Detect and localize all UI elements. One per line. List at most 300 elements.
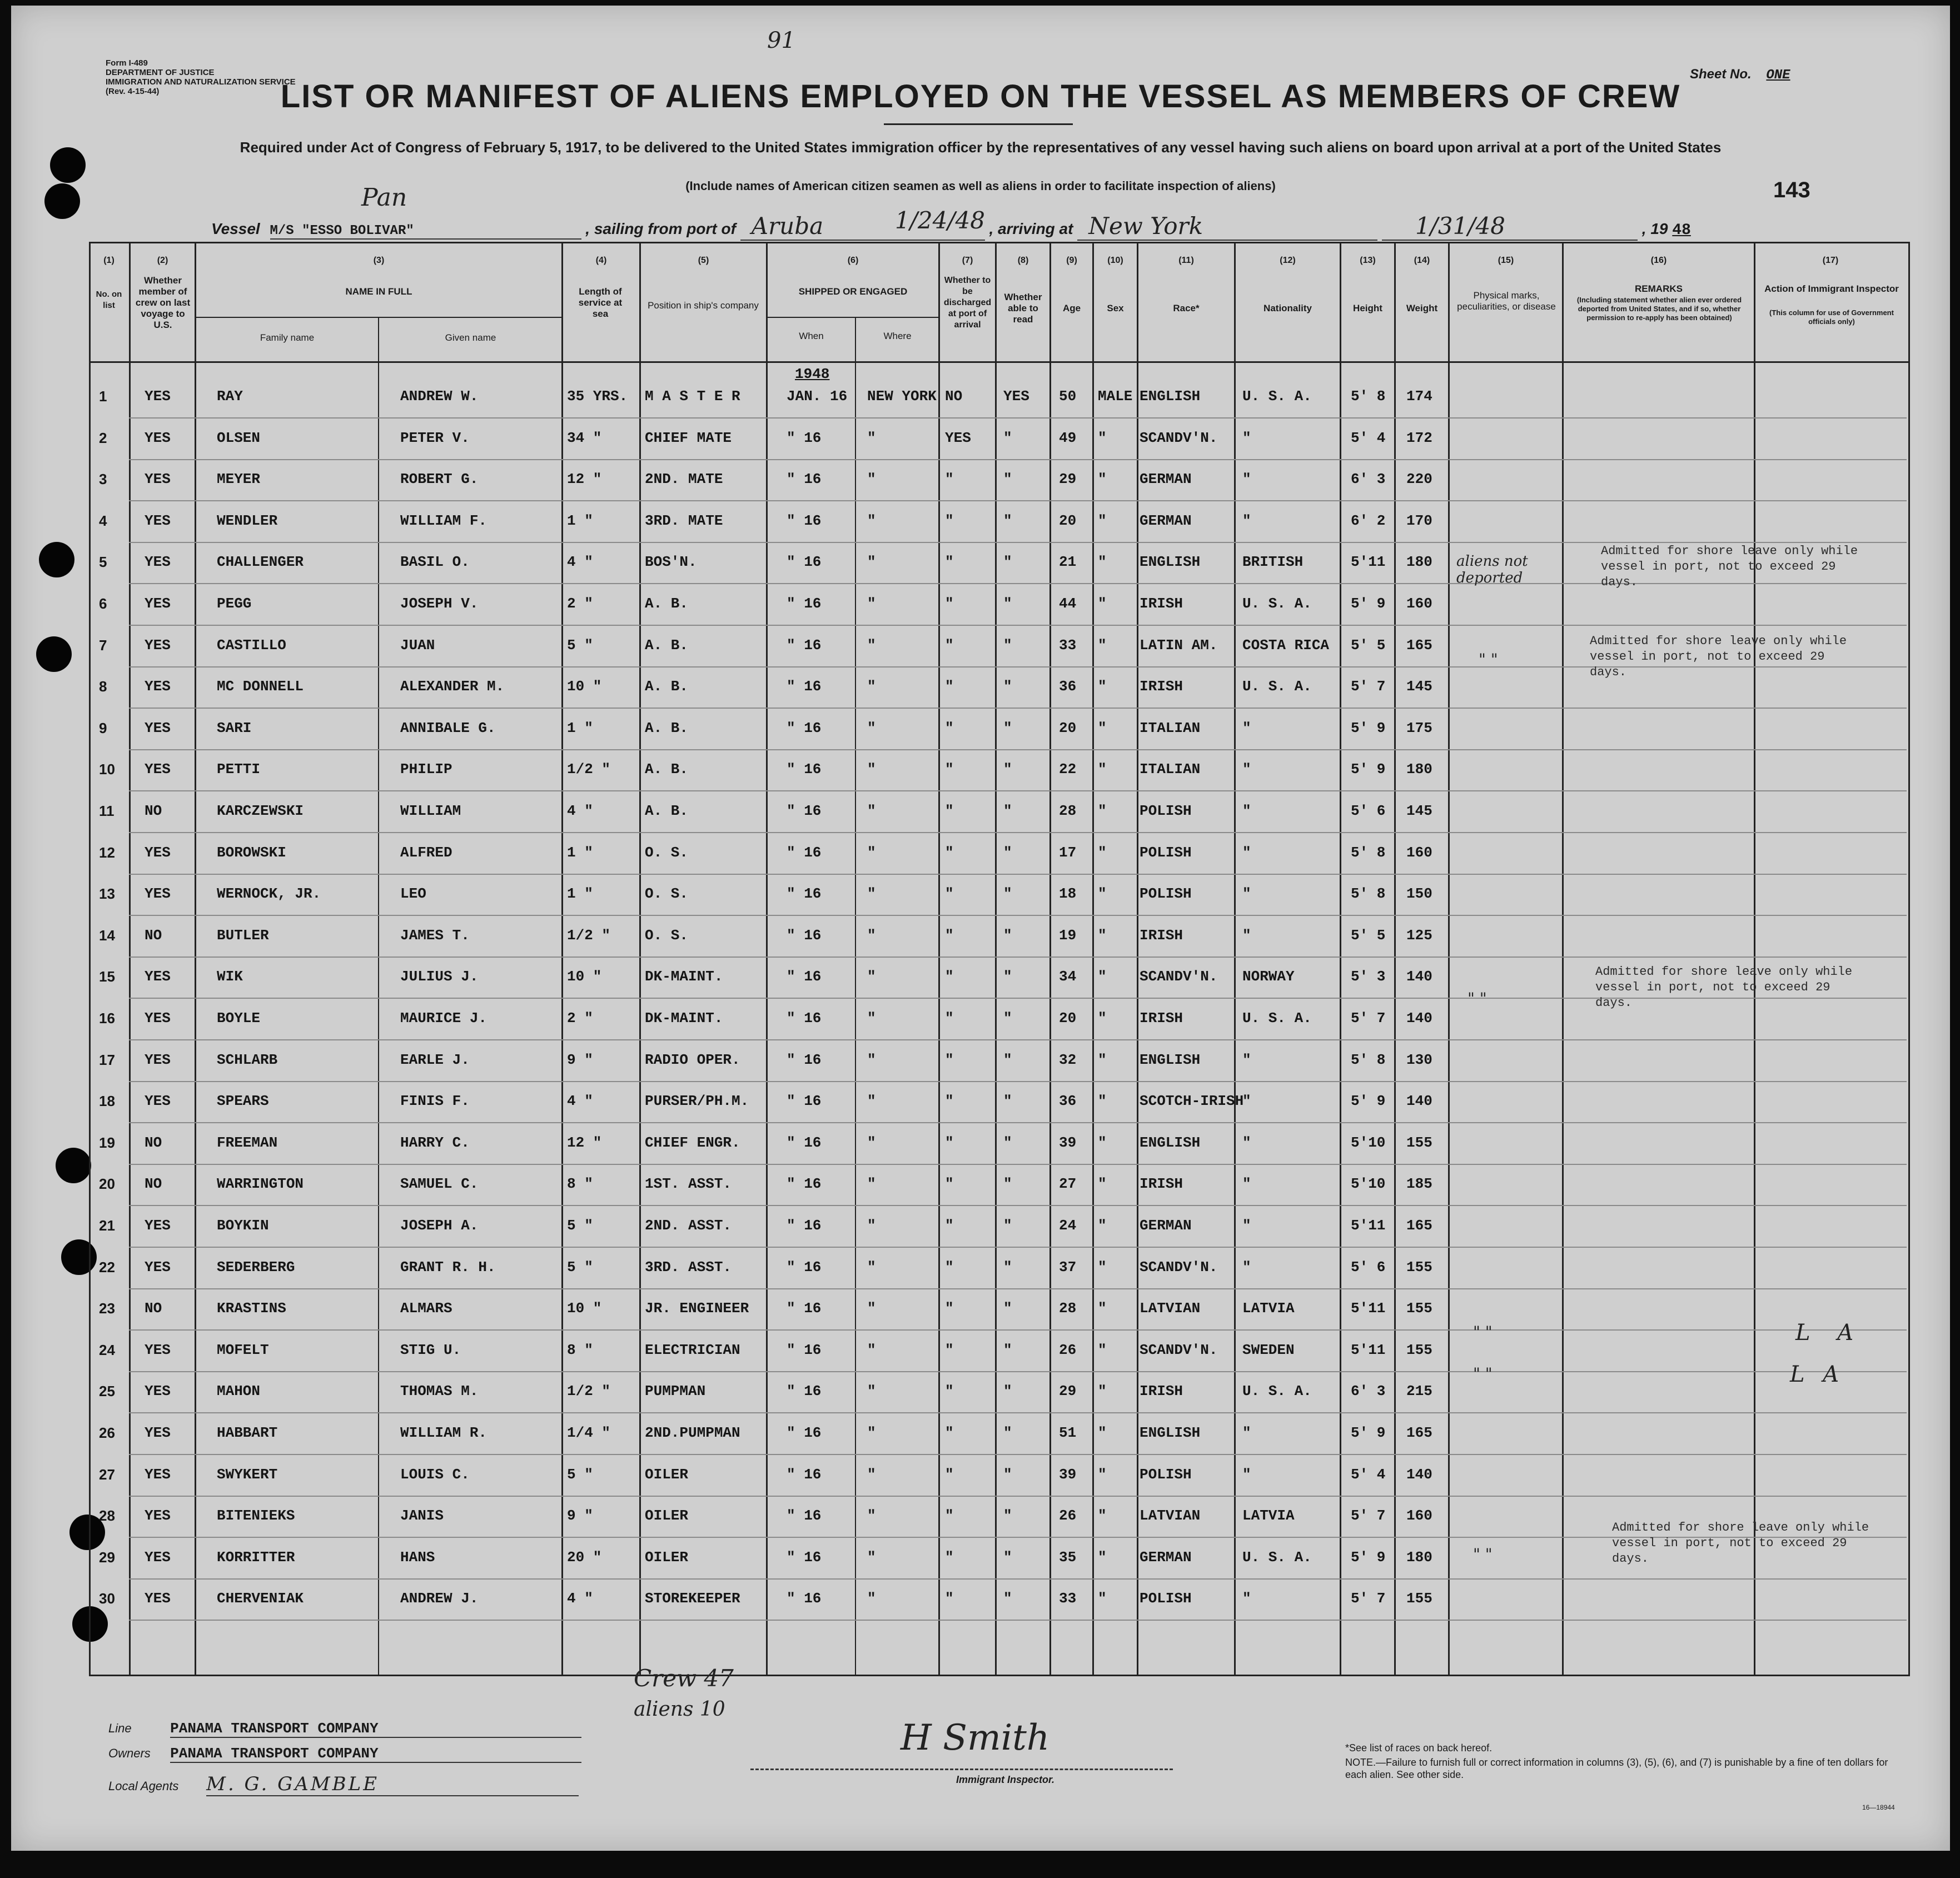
- to-be-discharged: ": [945, 1549, 954, 1566]
- prev-voyage: NO: [145, 803, 162, 819]
- given-name: LOUIS C.: [400, 1466, 470, 1483]
- to-be-discharged: ": [945, 720, 954, 736]
- row-rule: [129, 1288, 1907, 1289]
- given-name: GRANT R. H.: [400, 1259, 496, 1276]
- nationality: ": [1242, 512, 1251, 529]
- height: 5'10: [1351, 1175, 1386, 1192]
- row-rule: [129, 1122, 1907, 1123]
- nationality: ": [1242, 1466, 1251, 1483]
- shipped-where: ": [867, 1093, 876, 1109]
- row-rule: [129, 1081, 1907, 1082]
- shipped-when: " 16: [787, 430, 822, 446]
- nationality: ": [1242, 844, 1251, 861]
- shipped-where: ": [867, 761, 876, 778]
- column-divider: [129, 242, 131, 1675]
- col-header: NAME IN FULL: [345, 286, 412, 297]
- nationality: ": [1242, 927, 1251, 944]
- phys-mark-row-15: " ": [1467, 989, 1487, 1008]
- family-name: CASTILLO: [217, 637, 286, 654]
- column-divider: [195, 242, 196, 1675]
- race: POLISH: [1140, 844, 1192, 861]
- prev-voyage: YES: [145, 720, 171, 736]
- sex: ": [1098, 761, 1107, 778]
- given-name: JULIUS J.: [400, 968, 479, 985]
- row-rule: [129, 1620, 1907, 1621]
- length-of-service: 1 ": [567, 844, 593, 861]
- weight: 165: [1406, 1217, 1432, 1234]
- given-name: ANNIBALE G.: [400, 720, 496, 736]
- col-header: Position in ship's company: [648, 300, 759, 311]
- weight: 155: [1406, 1134, 1432, 1151]
- owners-value: PANAMA TRANSPORT COMPANY: [170, 1745, 581, 1763]
- family-name: RAY: [217, 388, 243, 405]
- length-of-service: 5 ": [567, 1217, 593, 1234]
- nationality: ": [1242, 471, 1251, 487]
- race: ENGLISH: [1140, 388, 1201, 405]
- to-be-discharged: ": [945, 1134, 954, 1151]
- prev-voyage: YES: [145, 885, 171, 902]
- prev-voyage: YES: [145, 471, 171, 487]
- col-num: (16): [1650, 256, 1667, 265]
- row-number: 8: [99, 678, 107, 695]
- page-title: LIST OR MANIFEST OF ALIENS EMPLOYED ON THE VESSEL AS MEMBERS OF CREW: [280, 78, 1681, 114]
- nationality: ": [1242, 430, 1251, 446]
- col-num: (17): [1822, 256, 1839, 265]
- shipped-where: ": [867, 1342, 876, 1358]
- inspector-signature: H Smith: [901, 1717, 1050, 1759]
- shipped-when: " 16: [787, 1259, 822, 1276]
- prev-voyage: YES: [145, 1217, 171, 1234]
- position: DK-MAINT.: [645, 968, 723, 985]
- row-number: 17: [99, 1052, 115, 1068]
- row-rule: [129, 957, 1907, 958]
- given-name: HANS: [400, 1549, 435, 1566]
- sex: ": [1098, 1259, 1107, 1276]
- line-value: PANAMA TRANSPORT COMPANY: [170, 1720, 581, 1738]
- race: IRISH: [1140, 1383, 1183, 1399]
- row-rule: [129, 1412, 1907, 1413]
- prev-voyage: YES: [145, 1383, 171, 1399]
- prev-voyage: YES: [145, 678, 171, 695]
- able-to-read: ": [1003, 678, 1012, 695]
- prev-voyage: NO: [145, 1134, 162, 1151]
- shipped-when: " 16: [787, 1134, 822, 1151]
- to-be-discharged: ": [945, 1507, 954, 1524]
- family-name: CHALLENGER: [217, 554, 304, 570]
- age: 26: [1059, 1342, 1077, 1358]
- shipped-when: " 16: [787, 927, 822, 944]
- family-name: WIK: [217, 968, 243, 985]
- vessel-label: Vessel: [211, 220, 260, 237]
- weight: 160: [1406, 1507, 1432, 1524]
- family-name: BITENIEKS: [217, 1507, 295, 1524]
- weight: 160: [1406, 595, 1432, 612]
- weight: 150: [1406, 885, 1432, 902]
- sex: ": [1098, 1134, 1107, 1151]
- shipped-where: ": [867, 1507, 876, 1524]
- row-rule: [129, 790, 1907, 791]
- height: 5' 9: [1351, 1549, 1386, 1566]
- given-name: ANDREW W.: [400, 388, 479, 405]
- race: ENGLISH: [1140, 554, 1201, 570]
- nationality: BRITISH: [1242, 554, 1304, 570]
- row-number: 20: [99, 1175, 115, 1192]
- col-header: Where: [883, 331, 912, 341]
- races-note: *See list of races on back hereof.: [1345, 1742, 1493, 1754]
- column-divider: [1234, 242, 1236, 1675]
- able-to-read: ": [1003, 1300, 1012, 1317]
- position: O. S.: [645, 844, 689, 861]
- row-number: 3: [99, 471, 107, 487]
- age: 44: [1059, 595, 1077, 612]
- arriving-label: , arriving at: [989, 220, 1073, 237]
- height: 5'11: [1351, 554, 1386, 570]
- col-num: (5): [698, 256, 709, 265]
- position: RADIO OPER.: [645, 1052, 740, 1068]
- inspector-label: Immigrant Inspector.: [956, 1774, 1055, 1785]
- age: 36: [1059, 1093, 1077, 1109]
- phys-mark-row-5: aliens not deported: [1456, 553, 1528, 586]
- weight: 155: [1406, 1342, 1432, 1358]
- prev-voyage: YES: [145, 968, 171, 985]
- given-name: JOSEPH A.: [400, 1217, 479, 1234]
- page-mark: 91: [767, 28, 795, 53]
- able-to-read: ": [1003, 1259, 1012, 1276]
- race: SCANDV'N.: [1140, 1342, 1218, 1358]
- sex: ": [1098, 1217, 1107, 1234]
- length-of-service: 1 ": [567, 720, 593, 736]
- shipped-when: " 16: [787, 1507, 822, 1524]
- prev-voyage: NO: [145, 927, 162, 944]
- col-header: When: [799, 331, 824, 341]
- weight: 165: [1406, 637, 1432, 654]
- race: GERMAN: [1140, 1549, 1192, 1566]
- age: 39: [1059, 1466, 1077, 1483]
- to-be-discharged: ": [945, 1259, 954, 1276]
- shipped-where: ": [867, 471, 876, 487]
- race: POLISH: [1140, 803, 1192, 819]
- phys-mark-row-7: " ": [1479, 650, 1498, 669]
- race: LATVIAN: [1140, 1300, 1201, 1317]
- shipped-where: ": [867, 430, 876, 446]
- row-number: 29: [99, 1549, 115, 1566]
- age: 20: [1059, 512, 1077, 529]
- nationality: ": [1242, 1217, 1251, 1234]
- col-header: No. on list: [96, 290, 122, 310]
- position: 2ND. MATE: [645, 471, 723, 487]
- year-suffix: 48: [1672, 222, 1691, 239]
- height: 5' 9: [1351, 761, 1386, 778]
- prev-voyage: YES: [145, 1010, 171, 1027]
- able-to-read: ": [1003, 1590, 1012, 1607]
- agents-field: [108, 1773, 579, 1796]
- height: 5' 8: [1351, 885, 1386, 902]
- given-name: JANIS: [400, 1507, 444, 1524]
- column-divider: [1754, 242, 1755, 1675]
- to-be-discharged: ": [945, 1383, 954, 1399]
- given-name: JAMES T.: [400, 927, 470, 944]
- line-label: Line: [108, 1721, 132, 1735]
- nationality: ": [1242, 1259, 1251, 1276]
- to-be-discharged: ": [945, 678, 954, 695]
- weight: 174: [1406, 388, 1432, 405]
- able-to-read: ": [1003, 637, 1012, 654]
- race: ITALIAN: [1140, 720, 1201, 736]
- able-to-read: ": [1003, 844, 1012, 861]
- row-number: 4: [99, 512, 107, 529]
- year-prefix: , 19: [1641, 220, 1668, 237]
- inspector-action-row-24: L A: [1790, 1362, 1845, 1387]
- height: 5'11: [1351, 1217, 1386, 1234]
- prev-voyage: YES: [145, 1590, 171, 1607]
- shipped-where: ": [867, 844, 876, 861]
- subheader-rule: [766, 317, 938, 318]
- length-of-service: 5 ": [567, 637, 593, 654]
- row-number: 28: [99, 1507, 115, 1524]
- given-name: ALFRED: [400, 844, 452, 861]
- height: 5' 3: [1351, 968, 1386, 985]
- family-name: SWYKERT: [217, 1466, 278, 1483]
- signature-line: [750, 1769, 1173, 1770]
- family-name: BOYKIN: [217, 1217, 269, 1234]
- age: 39: [1059, 1134, 1077, 1151]
- given-name: HARRY C.: [400, 1134, 470, 1151]
- row-number: 18: [99, 1093, 115, 1109]
- col-header: Family name: [260, 332, 315, 343]
- shipped-when: " 16: [787, 595, 822, 612]
- height: 5' 8: [1351, 388, 1386, 405]
- race: IRISH: [1140, 927, 1183, 944]
- length-of-service: 1/2 ": [567, 1383, 611, 1399]
- length-of-service: 1 ": [567, 512, 593, 529]
- prev-voyage: YES: [145, 430, 171, 446]
- punch-hole: [39, 542, 74, 577]
- family-name: MC DONNELL: [217, 678, 304, 695]
- race: SCOTCH-IRISH: [1140, 1093, 1244, 1109]
- given-name: BASIL O.: [400, 554, 470, 570]
- age: 29: [1059, 471, 1077, 487]
- row-number: 27: [99, 1466, 115, 1483]
- position: A. B.: [645, 595, 689, 612]
- weight: 185: [1406, 1175, 1432, 1192]
- able-to-read: ": [1003, 1342, 1012, 1358]
- able-to-read: ": [1003, 471, 1012, 487]
- height: 5'10: [1351, 1134, 1386, 1151]
- position: PUMPMAN: [645, 1383, 706, 1399]
- race: SCANDV'N.: [1140, 1259, 1218, 1276]
- line-field: [108, 1720, 581, 1738]
- shipped-when: " 16: [787, 1010, 822, 1027]
- race: IRISH: [1140, 1175, 1183, 1192]
- nationality: ": [1242, 1590, 1251, 1607]
- nationality: U. S. A.: [1242, 388, 1312, 405]
- nationality: U. S. A.: [1242, 1010, 1312, 1027]
- nationality: COSTA RICA: [1242, 637, 1330, 654]
- position: A. B.: [645, 637, 689, 654]
- shipped-when: " 16: [787, 968, 822, 985]
- nationality: NORWAY: [1242, 968, 1295, 985]
- sex: ": [1098, 1424, 1107, 1441]
- age: 22: [1059, 761, 1077, 778]
- position: DK-MAINT.: [645, 1010, 723, 1027]
- length-of-service: 35 YRS.: [567, 388, 628, 405]
- given-name: EARLE J.: [400, 1052, 470, 1068]
- weight: 160: [1406, 844, 1432, 861]
- race: SCANDV'N.: [1140, 430, 1218, 446]
- shipped-when: " 16: [787, 720, 822, 736]
- shipped-where: ": [867, 803, 876, 819]
- length-of-service: 1 ": [567, 885, 593, 902]
- given-name: WILLIAM: [400, 803, 461, 819]
- phys-mark-row-28: " ": [1473, 1545, 1493, 1563]
- sheet-label: Sheet No.: [1690, 67, 1752, 82]
- shipped-when: " 16: [787, 1383, 822, 1399]
- weight: 155: [1406, 1259, 1432, 1276]
- race: LATIN AM.: [1140, 637, 1218, 654]
- to-be-discharged: ": [945, 1424, 954, 1441]
- length-of-service: 10 ": [567, 1300, 602, 1317]
- given-name: ROBERT G.: [400, 471, 479, 487]
- shipped-where: ": [867, 1424, 876, 1441]
- form-id-line: DEPARTMENT OF JUSTICE: [106, 68, 215, 77]
- col-num: (3): [373, 256, 385, 265]
- age: 28: [1059, 803, 1077, 819]
- able-to-read: ": [1003, 1093, 1012, 1109]
- row-number: 15: [99, 968, 115, 985]
- phys-mark-row-23: " ": [1473, 1323, 1493, 1341]
- sex: ": [1098, 720, 1107, 736]
- nationality: ": [1242, 1424, 1251, 1441]
- row-rule: [129, 417, 1907, 419]
- age: 20: [1059, 720, 1077, 736]
- prev-voyage: YES: [145, 844, 171, 861]
- age: 17: [1059, 844, 1077, 861]
- row-number: 13: [99, 885, 115, 902]
- shipped-when: " 16: [787, 554, 822, 570]
- nationality: ": [1242, 720, 1251, 736]
- shipped-when: " 16: [787, 803, 822, 819]
- to-be-discharged: ": [945, 968, 954, 985]
- column-divider: [995, 242, 997, 1675]
- manifest-page: [11, 6, 1950, 1851]
- given-name: ALEXANDER M.: [400, 678, 505, 695]
- column-divider: [639, 242, 641, 1675]
- sex: ": [1098, 637, 1107, 654]
- nationality: ": [1242, 1134, 1251, 1151]
- sex: ": [1098, 1507, 1107, 1524]
- row-rule: [129, 1247, 1907, 1248]
- column-divider: [561, 242, 563, 1675]
- age: 18: [1059, 885, 1077, 902]
- height: 5' 7: [1351, 1590, 1386, 1607]
- sex: ": [1098, 430, 1107, 446]
- weight: 145: [1406, 678, 1432, 695]
- sex: ": [1098, 1010, 1107, 1027]
- race: GERMAN: [1140, 471, 1192, 487]
- height: 5' 9: [1351, 720, 1386, 736]
- shipped-where: ": [867, 1052, 876, 1068]
- able-to-read: ": [1003, 1175, 1012, 1192]
- sex: ": [1098, 595, 1107, 612]
- shipped-where: ": [867, 968, 876, 985]
- year-heading: 1948: [795, 366, 830, 382]
- race: LATVIAN: [1140, 1507, 1201, 1524]
- length-of-service: 4 ": [567, 1093, 593, 1109]
- family-name: WARRINGTON: [217, 1175, 304, 1192]
- prev-voyage: YES: [145, 512, 171, 529]
- height: 5' 8: [1351, 1052, 1386, 1068]
- to-be-discharged: ": [945, 637, 954, 654]
- length-of-service: 9 ": [567, 1052, 593, 1068]
- family-name: BOROWSKI: [217, 844, 286, 861]
- height: 5'11: [1351, 1300, 1386, 1317]
- nationality: ": [1242, 1175, 1251, 1192]
- nationality: SWEDEN: [1242, 1342, 1295, 1358]
- row-rule: [129, 1454, 1907, 1455]
- to-be-discharged: ": [945, 1052, 954, 1068]
- tally-aliens: aliens 10: [634, 1698, 725, 1721]
- row-rule: [129, 1329, 1907, 1331]
- form-id-line: Form I-489: [106, 58, 148, 68]
- punch-hole: [50, 147, 86, 183]
- col-header: Action of Immigrant Inspector: [1764, 283, 1899, 294]
- height: 5'11: [1351, 1342, 1386, 1358]
- sex: ": [1098, 844, 1107, 861]
- sheet-value: ONE: [1766, 68, 1790, 83]
- col-header-note: (This column for use of Government officials only): [1769, 308, 1894, 326]
- family-name: PETTI: [217, 761, 261, 778]
- weight: 155: [1406, 1300, 1432, 1317]
- shipped-when: " 16: [787, 471, 822, 487]
- age: 19: [1059, 927, 1077, 944]
- shipped-where: ": [867, 1175, 876, 1192]
- punch-hole: [56, 1148, 91, 1183]
- position: 1ST. ASST.: [645, 1175, 732, 1192]
- prev-voyage: YES: [145, 595, 171, 612]
- row-number: 21: [99, 1217, 115, 1234]
- able-to-read: ": [1003, 968, 1012, 985]
- shipped-when: " 16: [787, 1093, 822, 1109]
- row-rule: [129, 625, 1907, 626]
- nationality: LATVIA: [1242, 1300, 1295, 1317]
- weight: 180: [1406, 1549, 1432, 1566]
- race: IRISH: [1140, 595, 1183, 612]
- col-num: (2): [157, 256, 168, 265]
- given-name: ALMARS: [400, 1300, 452, 1317]
- agents-value: M. G. GAMBLE: [206, 1773, 579, 1796]
- weight: 130: [1406, 1052, 1432, 1068]
- header-rule: [89, 361, 1908, 363]
- able-to-read: ": [1003, 1010, 1012, 1027]
- shipped-when: " 16: [787, 1424, 822, 1441]
- shipped-when: " 16: [787, 678, 822, 695]
- weight: 180: [1406, 761, 1432, 778]
- prev-voyage: YES: [145, 1342, 171, 1358]
- sex: ": [1098, 968, 1107, 985]
- length-of-service: 1/2 ": [567, 927, 611, 944]
- prev-voyage: YES: [145, 1093, 171, 1109]
- shipped-where: ": [867, 1300, 876, 1317]
- age: 20: [1059, 1010, 1077, 1027]
- given-name: WILLIAM R.: [400, 1424, 487, 1441]
- height: 5' 9: [1351, 1093, 1386, 1109]
- to-be-discharged: ": [945, 1010, 954, 1027]
- row-rule: [129, 832, 1907, 833]
- col-header: Whether able to read: [1004, 292, 1042, 325]
- col-header: Height: [1353, 303, 1382, 313]
- prev-voyage: NO: [145, 1175, 162, 1192]
- able-to-read: ": [1003, 927, 1012, 944]
